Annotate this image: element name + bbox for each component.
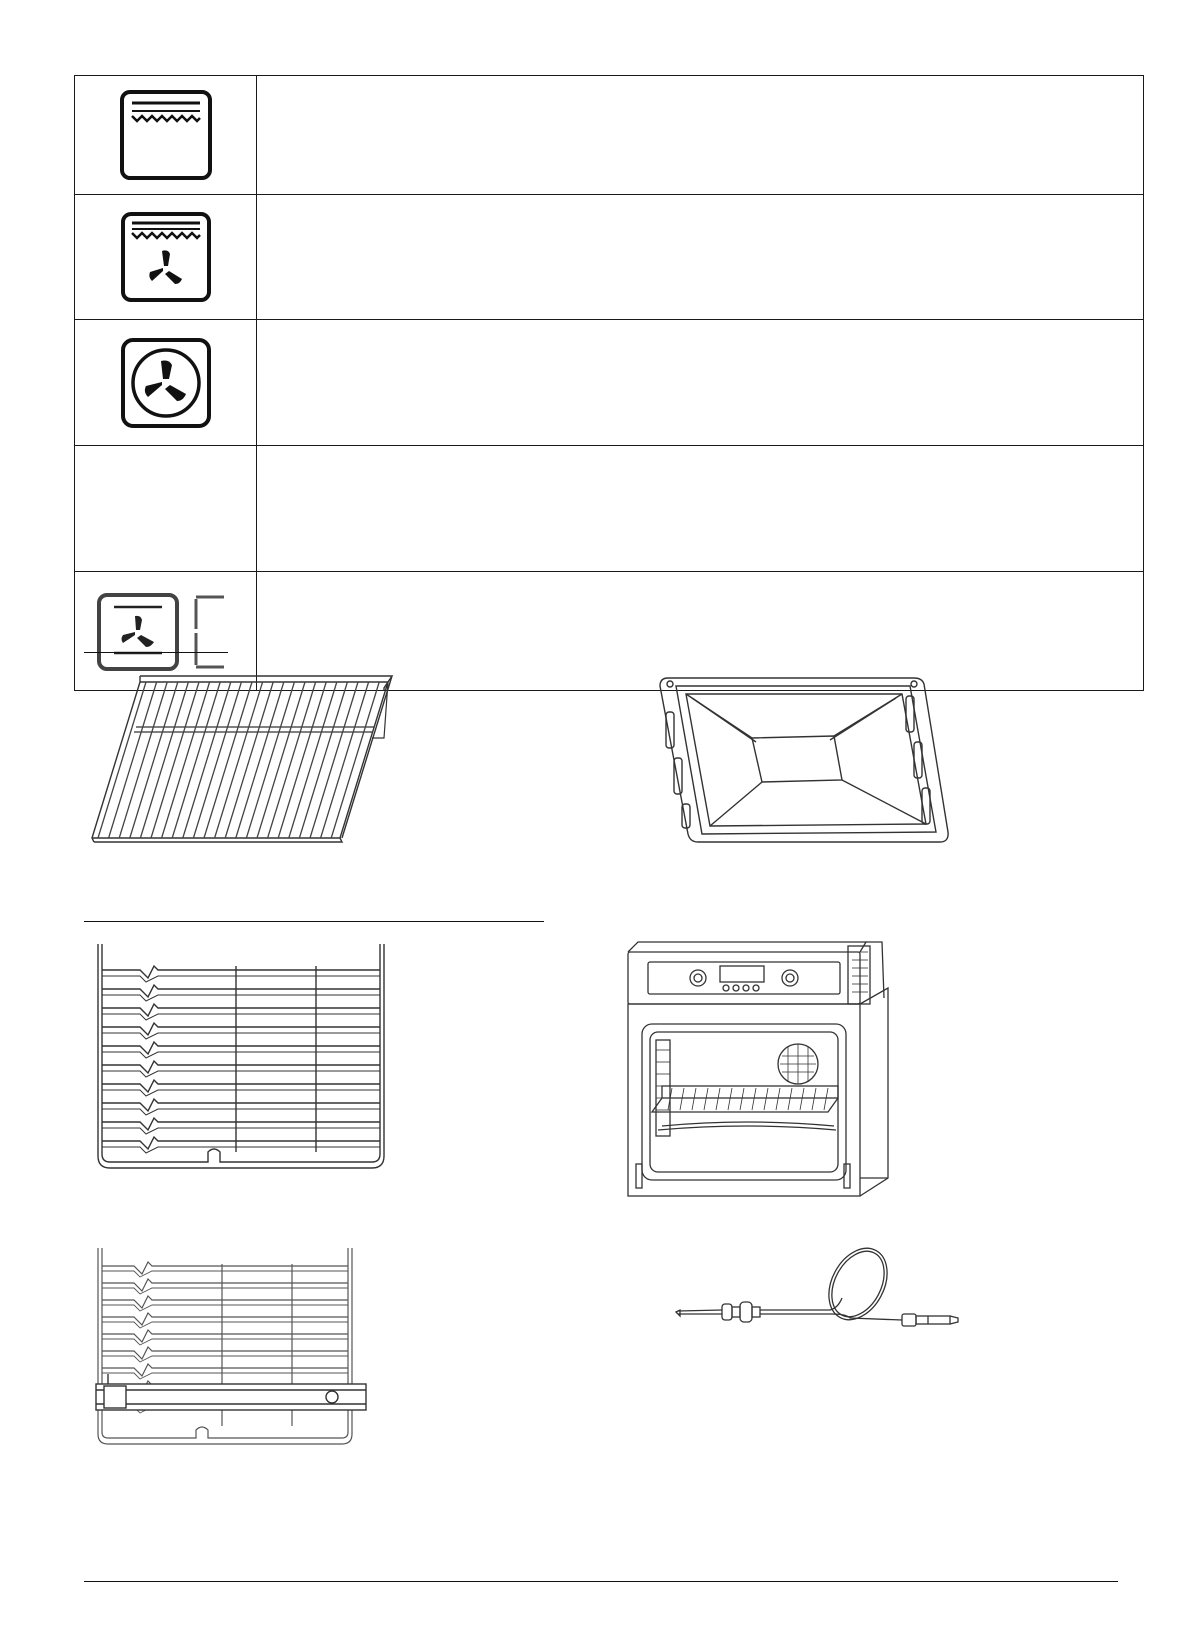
function-description <box>257 446 1144 572</box>
baking-tray-icon <box>652 672 952 850</box>
function-row <box>75 195 1144 320</box>
function-icon-cell <box>75 195 257 320</box>
oven-appliance-icon <box>622 938 904 1206</box>
function-description <box>257 320 1144 446</box>
section-heading-underline <box>84 652 228 653</box>
function-table <box>74 75 1144 691</box>
function-icon-cell <box>75 446 257 572</box>
top-heater-fan-icon <box>120 211 212 303</box>
function-icon-cell <box>75 320 257 446</box>
top-heater-icon <box>119 89 213 181</box>
footer-rule <box>84 1581 1118 1582</box>
meat-probe-icon <box>674 1244 968 1336</box>
side-rack-icon <box>96 942 392 1174</box>
function-description <box>257 76 1144 195</box>
function-row <box>75 320 1144 446</box>
function-row <box>75 76 1144 195</box>
wire-shelf-icon <box>88 668 398 850</box>
function-row <box>75 446 1144 572</box>
side-rack-with-rail-icon <box>94 1246 374 1446</box>
section-heading-underline <box>84 921 544 922</box>
defrost-fan-e-display-icon <box>96 589 236 673</box>
function-description <box>257 195 1144 320</box>
function-icon-cell <box>75 76 257 195</box>
fan-circle-icon <box>120 337 212 429</box>
